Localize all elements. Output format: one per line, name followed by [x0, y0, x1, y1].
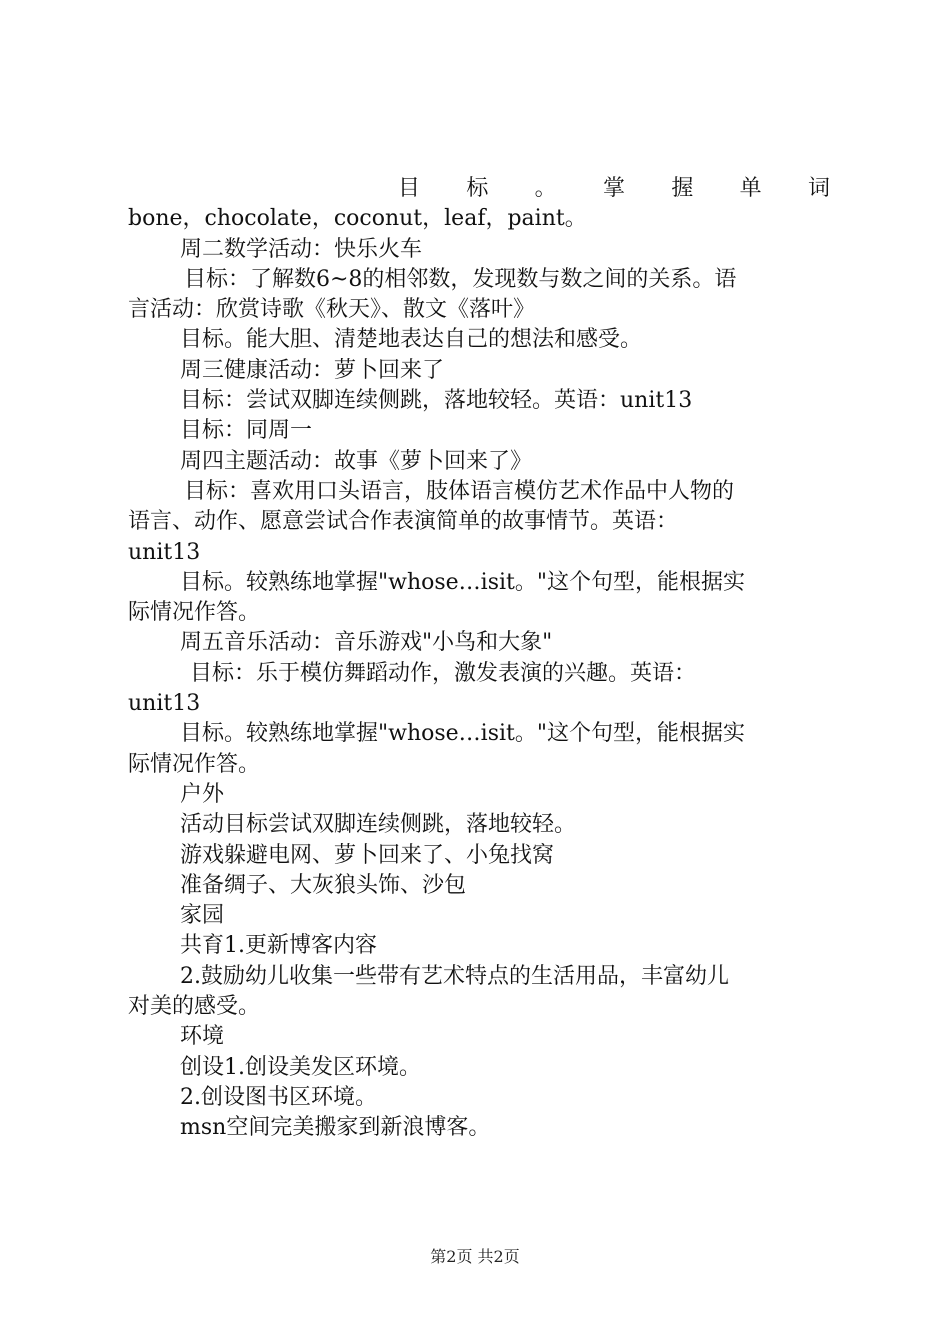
text-line: 目标。较熟练地掌握"whose…isit。"这个句型，能根据实 [180, 569, 745, 595]
text-line: 2.鼓励幼儿收集一些带有艺术特点的生活用品，丰富幼儿 [180, 963, 729, 989]
text-line: unit13 [128, 691, 201, 717]
spaced-char: 词 [807, 176, 830, 201]
text-line: 目标：乐于模仿舞蹈动作，激发表演的兴趣。英语： [190, 660, 697, 686]
text-line: 语言、动作、愿意尝试合作表演简单的故事情节。英语： [128, 509, 679, 535]
text-line: 对美的感受。 [128, 994, 261, 1020]
text-line: 户外 [180, 781, 225, 807]
text-line: 2.创设图书区环境。 [180, 1084, 377, 1110]
text-line: 活动目标尝试双脚连续侧跳，落地较轻。 [180, 812, 577, 838]
text-line: 目标。较熟练地掌握"whose…isit。"这个句型，能根据实 [180, 721, 745, 747]
text-line: unit13 [128, 539, 201, 565]
text-line: 周三健康活动：萝卜回来了 [180, 357, 445, 383]
text-line: 准备绸子、大灰狼头饰、沙包 [180, 872, 467, 898]
text-line: 际情况作答。 [128, 751, 261, 777]
text-line: bone，chocolate，coconut，leaf，paint。 [128, 206, 587, 232]
text-line: 言活动：欣赏诗歌《秋天》、散文《落叶》 [128, 297, 536, 323]
text-line: 目标。能大胆、清楚地表达自己的想法和感受。 [180, 327, 643, 353]
text-line: 游戏躲避电网、萝卜回来了、小兔找窝 [180, 842, 555, 868]
text-line: 家园 [180, 903, 225, 929]
spaced-char: 。 [534, 176, 557, 201]
text-line: msn空间完美搬家到新浪博客。 [180, 1115, 491, 1141]
text-line: 目标：了解数6~8的相邻数，发现数与数之间的关系。语 [184, 266, 737, 292]
text-line: 共育1.更新博客内容 [180, 933, 377, 959]
text-line: 际情况作答。 [128, 600, 261, 626]
text-line: 创设1.创设美发区环境。 [180, 1054, 421, 1080]
page-number-footer: 第2页 共2页 [430, 1247, 520, 1266]
spaced-char: 握 [671, 176, 694, 201]
text-line: 周二数学活动：快乐火车 [180, 236, 423, 262]
spaced-heading-line [128, 174, 830, 204]
document-body [128, 174, 830, 1144]
text-line: 目标：同周一 [180, 418, 313, 444]
spaced-char: 掌 [602, 176, 625, 201]
text-line: 目标：喜欢用口头语言，肢体语言模仿艺术作品中人物的 [184, 478, 735, 504]
spaced-char: 标 [466, 176, 489, 201]
spaced-char: 目 [398, 176, 421, 201]
text-line: 目标：尝试双脚连续侧跳，落地较轻。英语：unit13 [180, 388, 693, 414]
spaced-char: 单 [739, 176, 762, 201]
text-line: 周五音乐活动：音乐游戏"小鸟和大象" [180, 630, 553, 656]
text-line: 环境 [180, 1024, 225, 1050]
text-line: 周四主题活动：故事《萝卜回来了》 [180, 448, 533, 474]
